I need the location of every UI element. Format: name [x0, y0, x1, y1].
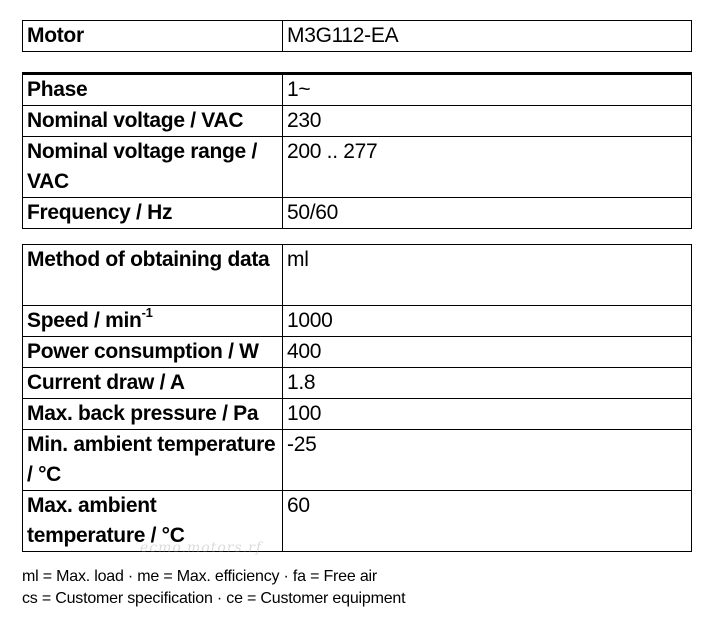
- table-row: [23, 368, 692, 399]
- row-value-min-ambient: -25: [283, 430, 692, 491]
- row-value-max-ambient: 60: [283, 491, 692, 552]
- table-row: [23, 137, 692, 198]
- speed-label-exponent: -1: [141, 305, 153, 320]
- notes-line-1: ml = Max. load · me = Max. efficiency · fa = Free air: [22, 568, 378, 585]
- row-label-back-pressure: Max. back pressure / Pa: [23, 399, 283, 430]
- row-value-method: ml: [283, 245, 692, 306]
- table-row: [23, 21, 692, 52]
- table-row: [23, 74, 692, 106]
- row-value-current: 1.8: [283, 368, 692, 399]
- row-value-power: 400: [283, 337, 692, 368]
- performance-table: [22, 244, 692, 552]
- watermark: ecmo.motors.rf: [140, 540, 262, 556]
- legend-notes: [22, 566, 405, 610]
- row-value-nominal-voltage: 230: [283, 106, 692, 137]
- row-label-speed: [23, 306, 283, 337]
- row-label-frequency: Frequency / Hz: [23, 198, 283, 229]
- table-row: [23, 491, 692, 552]
- table-row: [23, 306, 692, 337]
- row-value-nominal-voltage-range: 200 .. 277: [283, 137, 692, 198]
- table-row: [23, 337, 692, 368]
- table-row: [23, 245, 692, 306]
- motor-table: [22, 20, 692, 52]
- row-label-nominal-voltage-range: Nominal voltage range / VAC: [23, 137, 283, 198]
- table-row: [23, 198, 692, 229]
- row-label-method: Method of obtaining data: [23, 245, 283, 306]
- row-value-speed: 1000: [283, 306, 692, 337]
- electrical-table: [22, 72, 692, 229]
- row-label-current: Current draw / A: [23, 368, 283, 399]
- table-row: [23, 399, 692, 430]
- row-label-max-ambient: Max. ambient temperature / °C: [23, 491, 283, 552]
- row-label-power: Power consumption / W: [23, 337, 283, 368]
- row-value-back-pressure: 100: [283, 399, 692, 430]
- notes-line-2: cs = Customer specification · ce = Customer equipment: [22, 590, 406, 607]
- row-label-nominal-voltage: Nominal voltage / VAC: [23, 106, 283, 137]
- row-value-frequency: 50/60: [283, 198, 692, 229]
- table-row: [23, 430, 692, 491]
- row-value-phase: 1~: [283, 74, 692, 106]
- row-label-min-ambient: Min. ambient temperature / °C: [23, 430, 283, 491]
- row-label-motor: Motor: [23, 21, 283, 52]
- speed-label-text: Speed / min: [27, 309, 142, 332]
- row-label-phase: Phase: [23, 74, 283, 106]
- table-row: [23, 106, 692, 137]
- row-value-motor: M3G112-EA: [283, 21, 692, 52]
